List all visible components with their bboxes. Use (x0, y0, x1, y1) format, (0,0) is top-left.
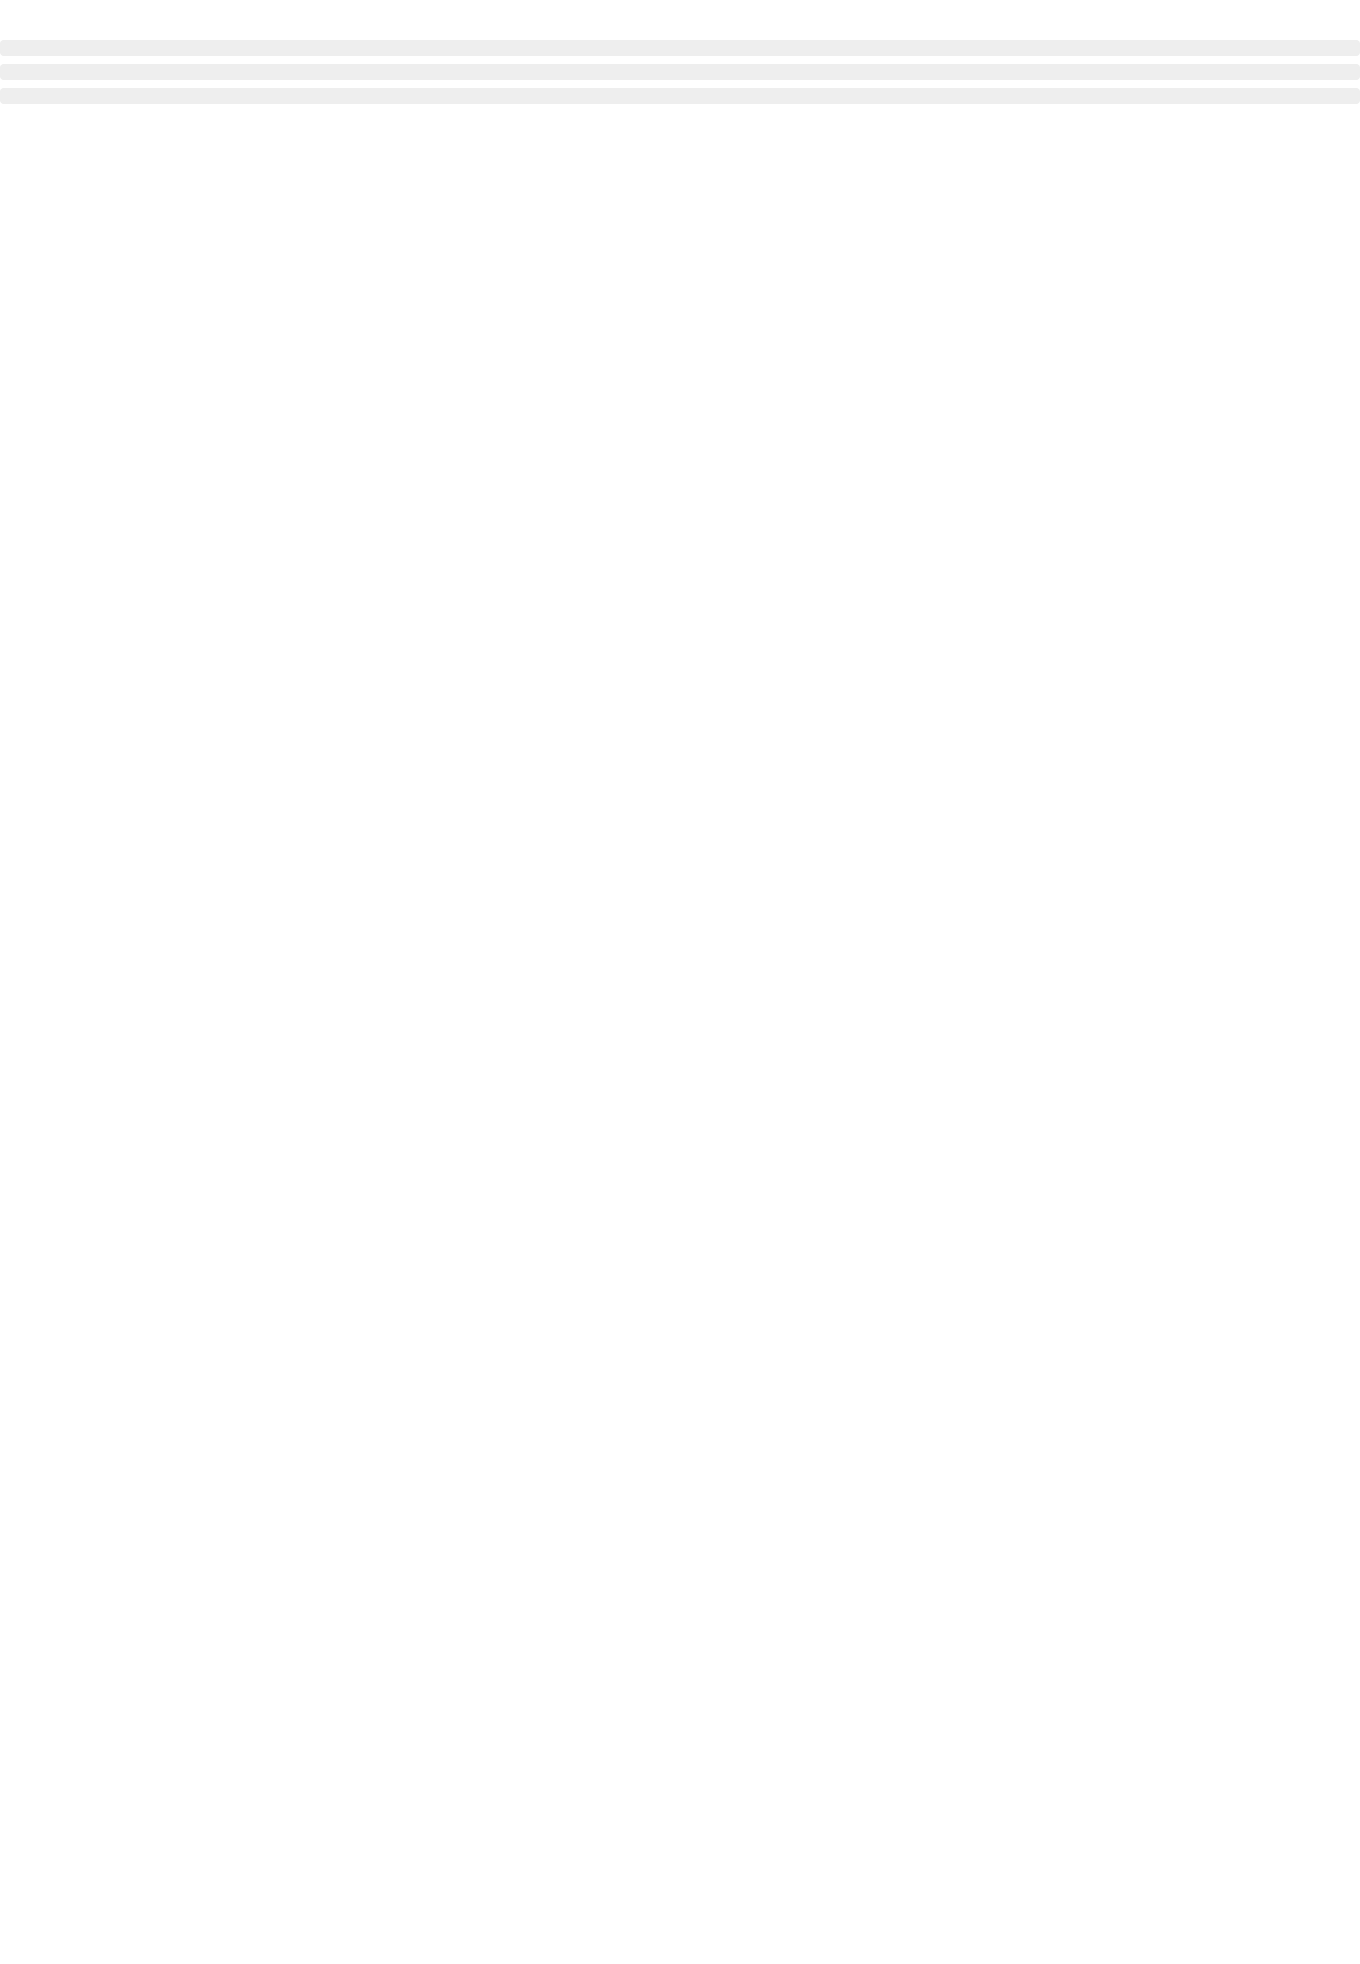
right-column (0, 40, 1360, 1964)
question-block (0, 40, 1360, 104)
